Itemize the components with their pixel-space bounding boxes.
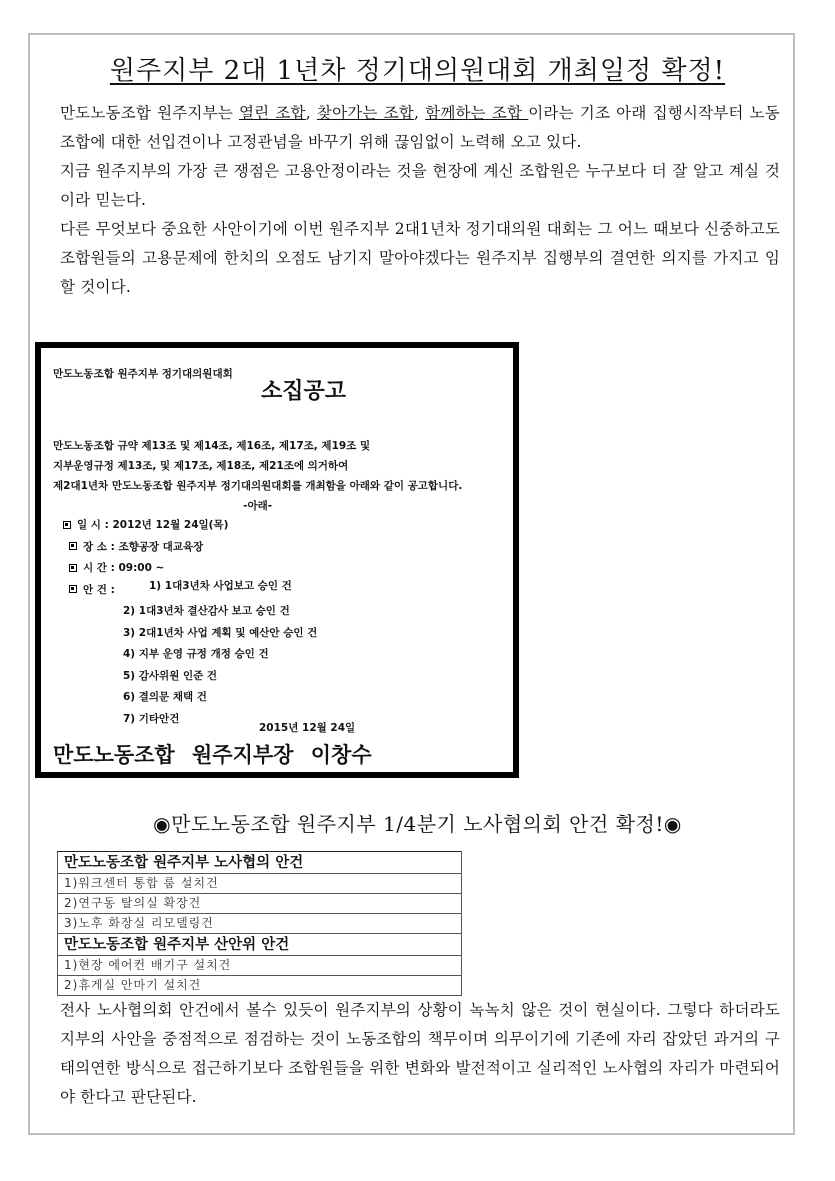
intro-p1-c: , (413, 104, 426, 122)
table-cell: 1)현장 에어컨 배기구 설치건 (58, 956, 462, 976)
notice-basis-line-3: 제2대1년차 만도노동조합 원주지부 정기대의원대회를 개최함을 아래와 같이 공고합니다. (53, 480, 463, 492)
square-bullet-icon (69, 542, 77, 550)
outro-text (60, 996, 780, 1112)
intro-paragraph-2: 지금 원주지부의 가장 큰 쟁점은 고용안정이라는 것을 현장에 계신 조합원은 누구보다 더 잘 알고 계실 것이라 믿는다. (60, 162, 780, 209)
agenda-table (57, 851, 462, 996)
table-cell: 2)휴게실 안마기 설치건 (58, 976, 462, 996)
table-row (58, 956, 462, 976)
notice-basis (53, 436, 462, 516)
agenda-item: 7) 기타안건 (123, 712, 180, 725)
table-row (58, 894, 462, 914)
notice-place-text: 장 소 : 조향공장 대교육장 (83, 540, 204, 553)
square-bullet-icon (69, 564, 77, 572)
notice-date: 2015년 12월 24일 (259, 722, 356, 734)
table-header-labor: 만도노동조합 원주지부 노사협의 안건 (58, 852, 462, 874)
intro-paragraph-1 (60, 99, 780, 157)
agenda-list (123, 600, 317, 729)
agenda-item: 3) 2대1년차 사업 계획 및 예산안 승인 건 (123, 626, 318, 639)
intro-p1-b: , (305, 104, 317, 122)
table-cell: 1)워크센터 통합 룸 설치건 (58, 874, 462, 894)
page-title-text: 원주지부 2대 1년차 정기대의원대회 개최일정 확정! (109, 56, 726, 86)
page-title (0, 50, 835, 87)
intro-p1-visiting-union: 찾아가는 조합 (316, 104, 414, 122)
intro-p1-together-union: 함께하는 조합 (425, 104, 529, 122)
table-header-safety: 만도노동조합 원주지부 산안위 안건 (58, 934, 462, 956)
intro-text (60, 99, 780, 302)
table-cell: 2)연구동 탈의실 확장건 (58, 894, 462, 914)
agenda-item: 5) 감사위원 인준 건 (123, 669, 218, 682)
table-row (58, 914, 462, 934)
table-row (58, 852, 462, 874)
agenda-item: 1) 1대3년차 사업보고 승인 건 (149, 580, 292, 592)
notice-basis-line-1: 만도노동조합 규약 제13조 및 제14조, 제16조, 제17조, 제19조 및 (53, 440, 371, 452)
notice-title: 소집공고 (261, 379, 347, 404)
notice-date-text: 일 시 : 2012년 12월 24일(목) (77, 519, 229, 532)
intro-p1-a: 만도노동조합 원주지부는 (60, 104, 239, 122)
table-cell: 3)노후 화장실 리모델링건 (58, 914, 462, 934)
agenda-item: 4) 지부 운영 규정 개정 승인 건 (123, 648, 269, 661)
table-row (58, 934, 462, 956)
square-bullet-icon (69, 585, 77, 593)
notice-header: 만도노동조합 원주지부 정기대의원대회 (53, 368, 233, 380)
notice-basis-line-4: -아래- (243, 500, 273, 512)
section-title: ◉만도노동조합 원주지부 1/4분기 노사협의회 안건 확정!◉ (153, 812, 682, 836)
notice-time-text: 시 간 : 09:00 ~ (83, 562, 165, 575)
intro-p1-d: 이라는 기조 아래 집행시작부터 노동조합에 대한 선입견이나 고정관념을 바꾸기 위해 끊임없이 노력해 오고 있다. (60, 104, 780, 151)
notice-agenda-label: 안 건 : (83, 583, 115, 596)
intro-p1-open-union: 열린 조합 (238, 104, 306, 122)
notice-time-row (69, 557, 228, 579)
notice-place-row (69, 536, 228, 558)
agenda-item: 6) 결의문 채택 건 (123, 691, 207, 704)
notice-signature: 만도노동조합 원주지부장 이창수 (53, 743, 372, 767)
square-bullet-icon (63, 521, 71, 529)
table-row (58, 874, 462, 894)
notice-date-row (63, 514, 228, 536)
intro-paragraph-3: 다른 무엇보다 중요한 사안이기에 이번 원주지부 2대1년차 정기대의원 대회는 그 어느 때보다 신중하고도 조합원들의 고용문제에 한치의 오점도 남기지 말아야겠다는 원주지부 집행부의 결연한 의지를 가지고 임할 것이다. (60, 220, 780, 296)
agenda-item: 2) 1대3년차 결산감사 보고 승인 건 (123, 605, 290, 618)
table-row (58, 976, 462, 996)
notice-basis-line-2: 지부운영규정 제13조, 및 제17조, 제18조, 제21조에 의거하여 (53, 460, 349, 472)
convocation-notice (35, 342, 519, 778)
outro-paragraph: 전사 노사협의회 안건에서 볼수 있듯이 원주지부의 상황이 녹녹치 않은 것이 현실이다. 그렇다 하더라도 지부의 사안을 중점적으로 점검하는 것이 노동조합의 책무이며 의무이기에 기존에 자리 잡았던 과거의 구태의연한 방식으로 접근하기보다 조합원들을 위한 변화와 발전적이고 실리적인 노사협의 자리가 마련되어야 한다고 판단된다. (60, 1001, 780, 1106)
